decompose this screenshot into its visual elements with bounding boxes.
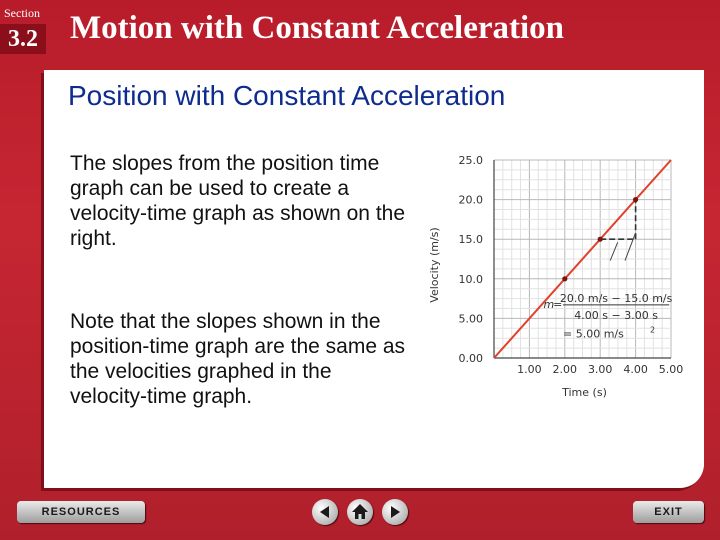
- y-tick-label: 25.0: [458, 154, 483, 167]
- data-point: [633, 197, 638, 202]
- y-tick-label: 5.00: [458, 312, 483, 326]
- data-point: [598, 237, 603, 242]
- slide-title: Motion with Constant Acceleration: [70, 10, 565, 46]
- x-tick-label: 4.00: [623, 363, 648, 376]
- right-arrow-icon: [382, 499, 408, 525]
- paragraph-slopes: The slopes from the position time graph can be used to create a velocity-time graph as shown on the right.: [70, 152, 406, 250]
- resources-label: RESOURCES: [41, 506, 121, 518]
- y-axis-label: Velocity (m/s): [428, 227, 441, 303]
- y-tick-label: 10.0: [458, 272, 483, 286]
- exit-label: EXIT: [654, 506, 683, 518]
- resources-button[interactable]: [17, 501, 145, 523]
- x-tick-label: 3.00: [587, 363, 613, 376]
- y-tick-label: 20.0: [458, 193, 483, 207]
- annotation-denominator: 4.00 s − 3.00 s: [574, 309, 658, 323]
- x-tick-label: 5.00: [658, 363, 684, 376]
- section-label: Section: [4, 6, 40, 20]
- next-button[interactable]: [382, 499, 408, 525]
- annotation-m: m: [543, 298, 555, 312]
- annotation-equals: =: [553, 298, 563, 312]
- previous-button[interactable]: [312, 499, 338, 525]
- annotation-numerator: 20.0 m/s − 15.0 m/s: [559, 291, 673, 305]
- slide-subtitle: Position with Constant Acceleration: [68, 80, 506, 111]
- section-number: 3.2: [0, 24, 46, 54]
- x-axis-label: Time (s): [562, 386, 607, 399]
- x-tick-label: 1.00: [517, 363, 542, 376]
- leader-line-rise: [610, 242, 617, 260]
- y-tick-label: 0.00: [458, 352, 483, 365]
- home-icon: [347, 499, 373, 525]
- left-arrow-icon: [312, 499, 338, 525]
- annotation-exponent: 2: [650, 325, 656, 335]
- y-tick-label: 15.0: [458, 233, 483, 247]
- home-button[interactable]: [347, 499, 373, 525]
- exit-button[interactable]: [633, 501, 704, 523]
- data-point: [562, 276, 567, 281]
- paragraph-note: Note that the slopes shown in the position-time graph are the same as the velocities graphed in the velocity-time graph.: [70, 310, 406, 408]
- velocity-time-chart: [424, 148, 704, 408]
- x-tick-label: 2.00: [552, 363, 578, 376]
- annotation-result: = 5.00 m/s: [563, 327, 624, 341]
